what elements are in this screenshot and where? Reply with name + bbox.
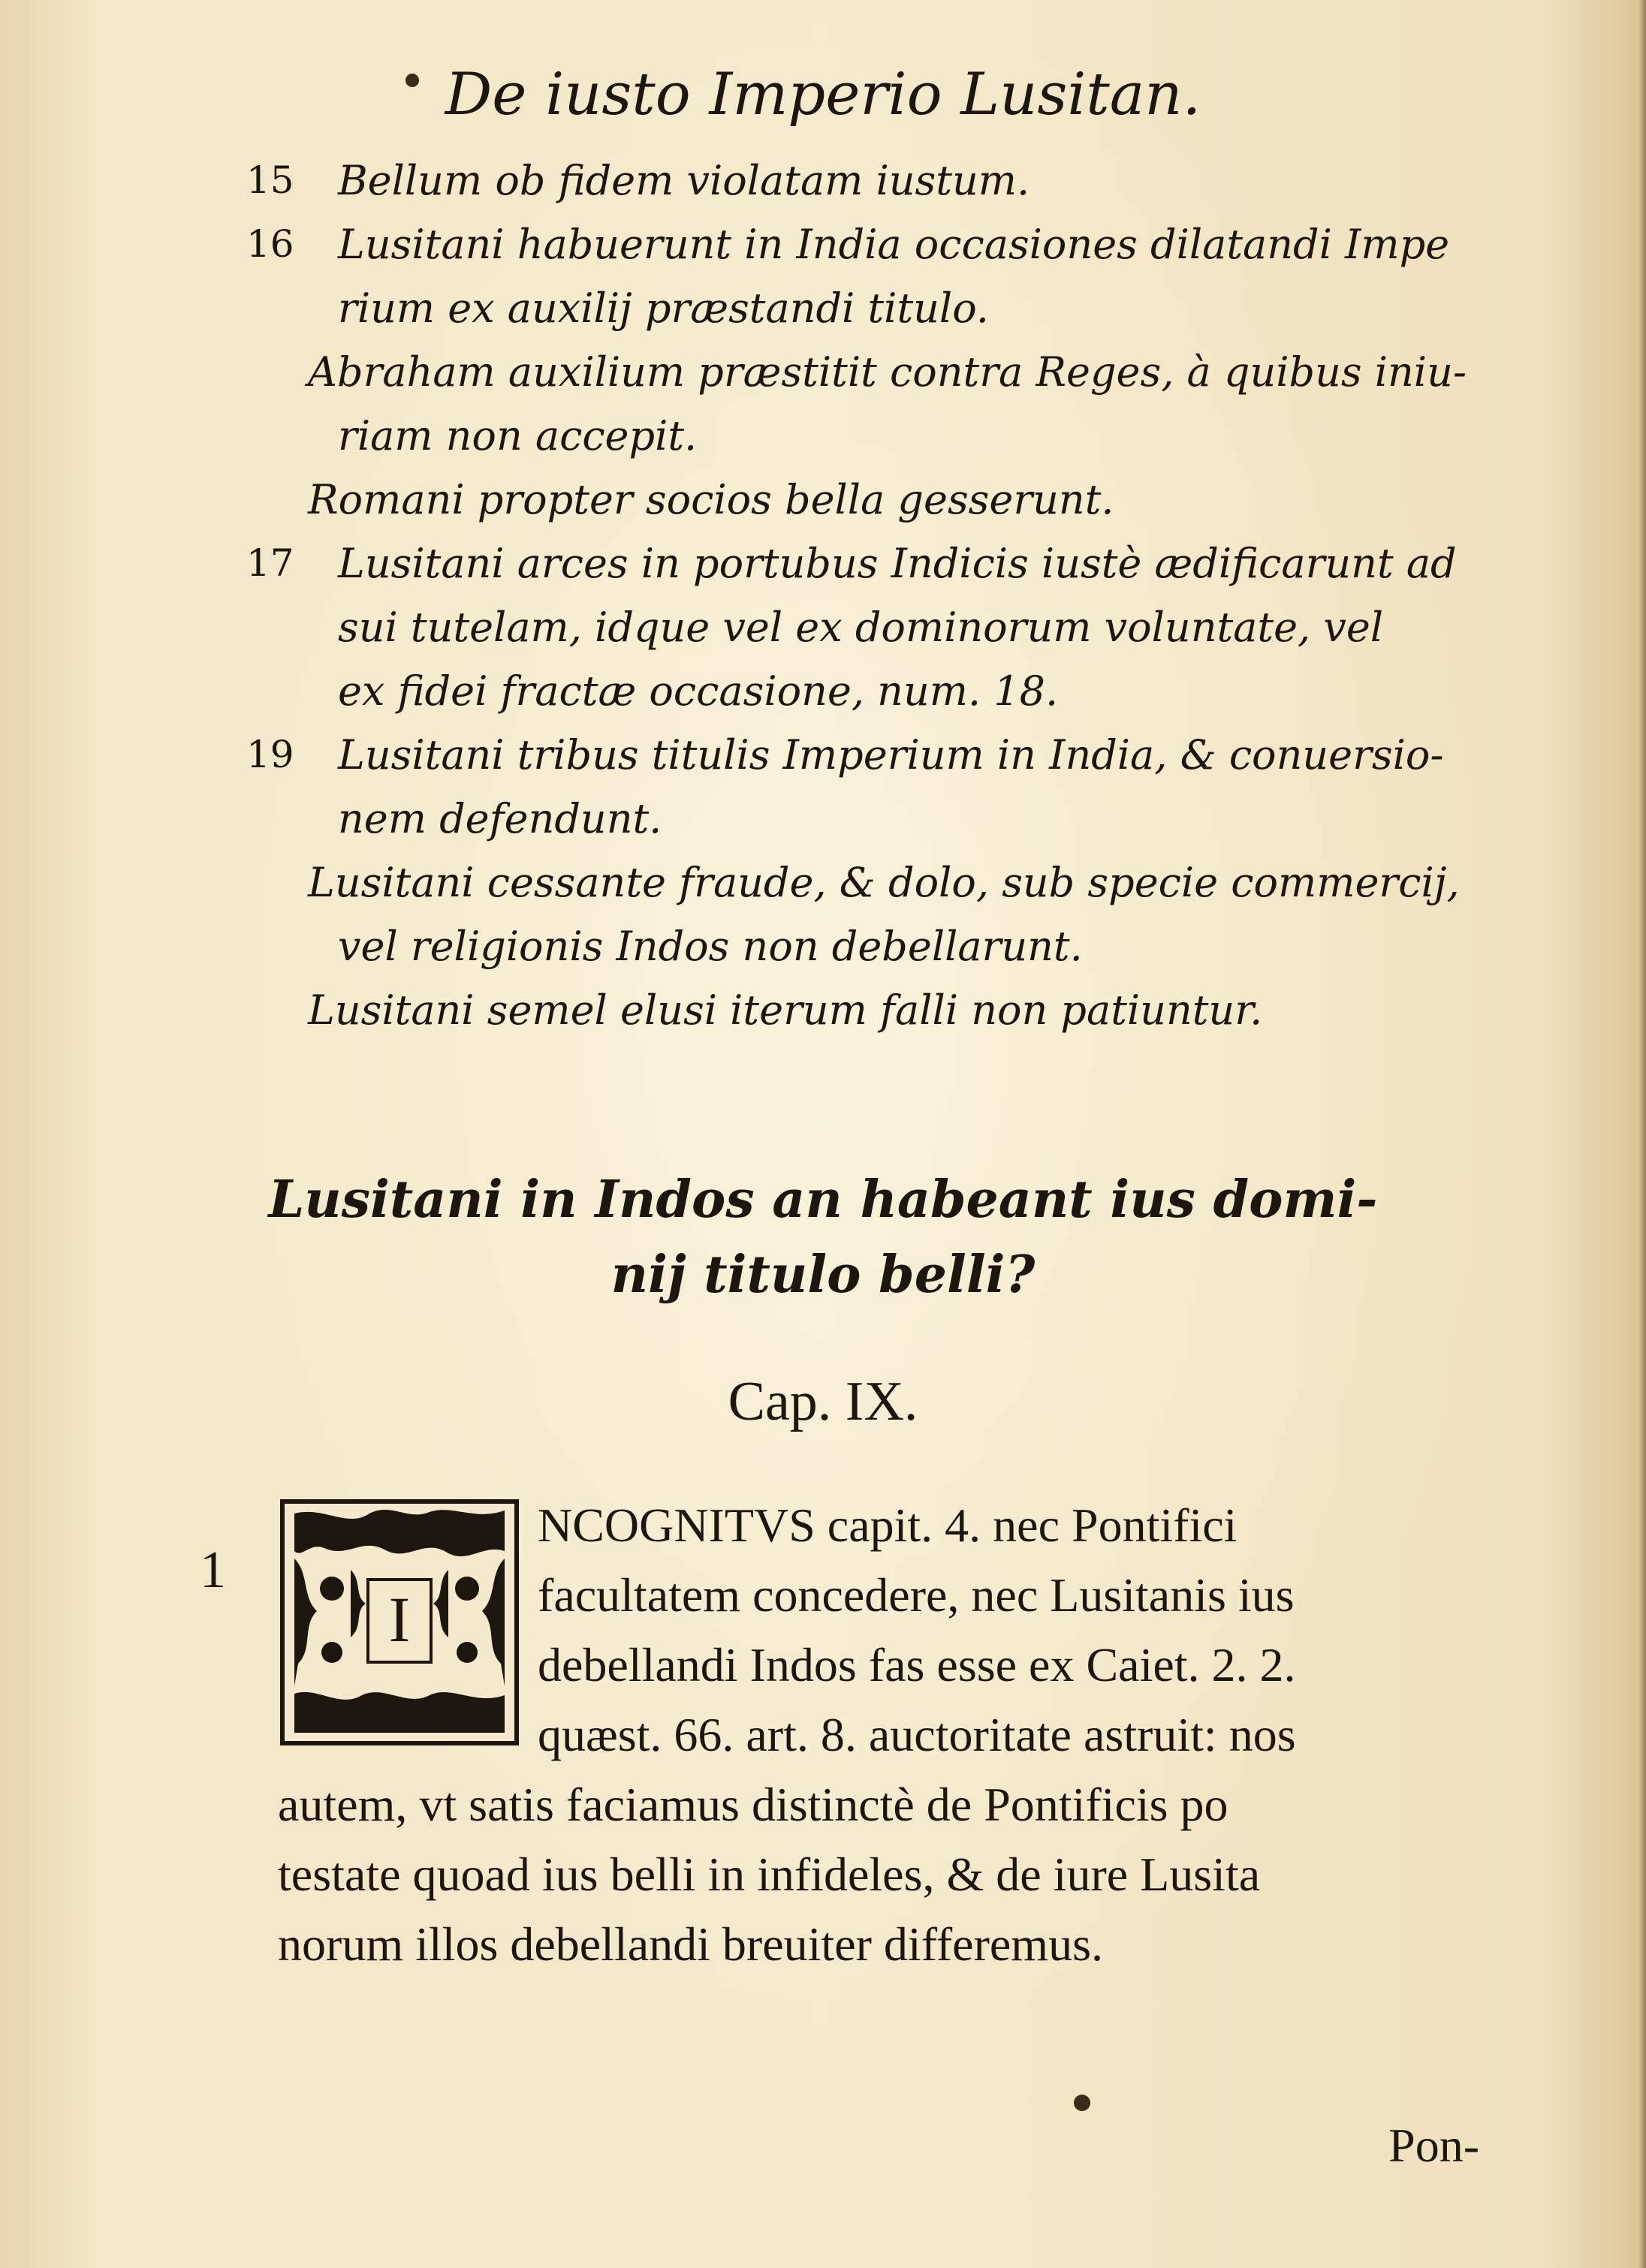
- summary-line: [255, 404, 1487, 468]
- chapter-title: [0, 1162, 1646, 1312]
- body-line: testate quoad ius belli in infideles, & de iure Lusita: [278, 1848, 1261, 1901]
- running-head: De iusto Imperio Lusitan.: [445, 61, 1201, 128]
- body-line: debellandi Indos fas esse ex Caiet. 2. 2.: [538, 1638, 1296, 1691]
- summary-text: nem defendunt.: [338, 795, 662, 842]
- chapter-title-line-1: Lusitani in Indos an habeant ius domi-: [268, 1170, 1378, 1230]
- decorated-initial-ornament-icon: [279, 1498, 520, 1746]
- chapter-title-line-2: nij titulo belli?: [610, 1245, 1036, 1305]
- summary-text: Lusitani arces in portubus Indicis iustè ædificarunt ad: [338, 540, 1457, 587]
- summary-line: [255, 276, 1487, 340]
- summary-line: [246, 212, 1487, 276]
- page-edge-shadow: [1638, 0, 1646, 2268]
- summary-number: 15: [246, 158, 294, 202]
- summary-line: [255, 914, 1487, 978]
- catchword: Pon-: [1388, 2119, 1479, 2172]
- body-line: norum illos debellandi breuiter differemus.: [278, 1917, 1103, 1971]
- summary-text: Lusitani semel elusi iterum falli non patiuntur.: [308, 986, 1263, 1034]
- summary-text: Lusitani habuerunt in India occasiones dilatandi Impe: [338, 221, 1450, 268]
- summary-line: [246, 532, 1487, 595]
- body-line: quæst. 66. art. 8. auctoritate astruit: nos: [538, 1708, 1296, 1761]
- body-text-full-width: [278, 1770, 1479, 1979]
- summary-text: rium ex auxilij præstandi titulo.: [338, 285, 989, 332]
- ink-speck: [1074, 2095, 1090, 2111]
- summary-line: [255, 851, 1487, 914]
- decorated-initial: [279, 1498, 520, 1746]
- summary-text: vel religionis Indos non debellarunt.: [338, 923, 1083, 970]
- summary-line: [255, 595, 1487, 659]
- summary-text: Lusitani cessante fraude, & dolo, sub specie commercij,: [308, 859, 1460, 906]
- summary-line: [255, 978, 1487, 1042]
- summary-text: ex fidei fractæ occasione, num. 18.: [338, 667, 1059, 715]
- summary-line: [255, 659, 1487, 723]
- body-line: NCOGNITVS capit. 4. nec Pontifici: [538, 1498, 1238, 1552]
- summary-line: [246, 149, 1487, 212]
- body-line: autem, vt satis faciamus distinctè de Pontificis po: [278, 1778, 1228, 1831]
- summary-line: [255, 468, 1487, 532]
- chapter-number: Cap. IX.: [728, 1371, 918, 1432]
- summary-line: [246, 723, 1487, 787]
- body-text-beside-initial: [538, 1490, 1476, 1770]
- summary-text: Lusitani tribus titulis Imperium in India, & conuersio-: [338, 731, 1444, 779]
- summary-line: [255, 787, 1487, 851]
- summary-text: sui tutelam, idque vel ex dominorum voluntate, vel: [338, 604, 1384, 651]
- summary-text: riam non accepit.: [338, 412, 698, 459]
- summary-text: Bellum ob fidem violatam iustum.: [338, 157, 1030, 204]
- margin-paragraph-number: 1: [200, 1541, 226, 1599]
- summary-number: 19: [246, 733, 294, 776]
- summary-number: 16: [246, 222, 294, 266]
- initial-letter: I: [388, 1583, 411, 1655]
- summary-number: 17: [246, 541, 294, 585]
- body-line: facultatem concedere, nec Lusitanis ius: [538, 1568, 1295, 1622]
- chapter-summary-list: [246, 149, 1487, 1042]
- summary-text: Abraham auxilium præstitit contra Reges, à quibus iniu-: [308, 348, 1467, 396]
- summary-line: [255, 340, 1487, 404]
- summary-text: Romani propter socios bella gesserunt.: [308, 476, 1114, 523]
